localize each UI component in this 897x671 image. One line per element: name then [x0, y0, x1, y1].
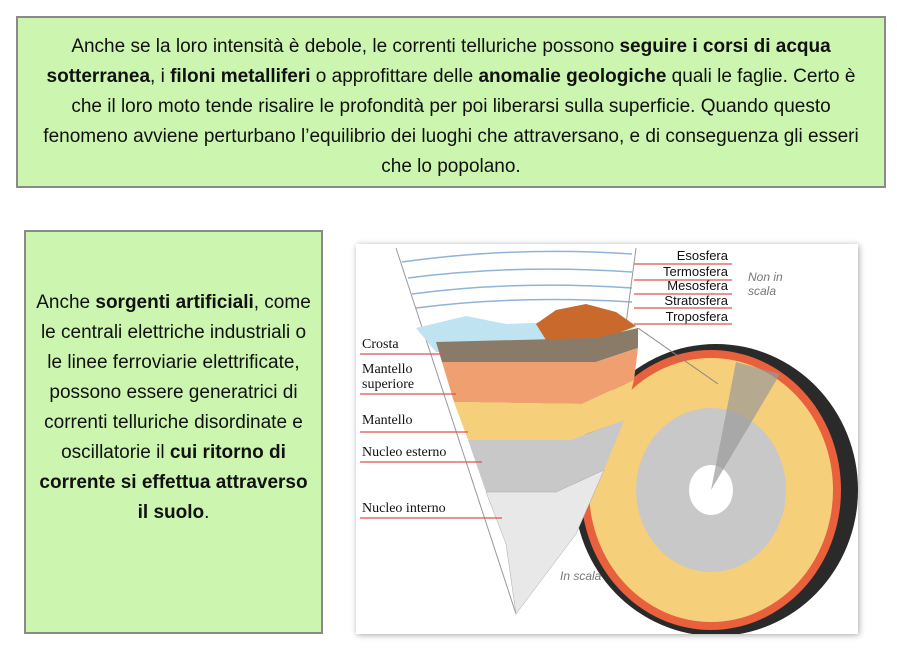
intro-text-1: Anche se la loro intensità è debole, le correnti telluriche possono: [71, 36, 620, 57]
side-text-1: Anche: [36, 292, 96, 313]
label-outer-core: Nucleo esterno: [362, 445, 447, 460]
intro-text-4: quali le faglie. Certo è che il loro moto tende risalire le profondità per poi liberarsi sulla superficie. Quando questo fenomeno avviene perturbano l’equilibrio dei luoghi che attraversano, e di conseguenza gli esseri che lo popolano.: [43, 66, 859, 177]
atmosphere-arcs: [402, 251, 632, 308]
stratosphere-arc: [416, 300, 632, 308]
label-mantle: Mantello: [362, 413, 413, 428]
label-upper-mantle-1: Mantello: [362, 362, 413, 377]
intro-text-2: , i: [150, 66, 171, 87]
mesosphere-arc: [412, 285, 632, 294]
intro-text-box: [16, 16, 886, 188]
intro-bold-2: filoni metalliferi: [170, 66, 311, 87]
side-bold-2: cui ritorno di corrente si effettua attraverso il suolo: [39, 442, 308, 523]
label-upper-mantle-2: superiore: [362, 377, 415, 392]
artificial-sources-box: [24, 230, 323, 634]
intro-bold-3: anomalie geologiche: [478, 66, 667, 87]
earth-structure-diagram: [356, 244, 858, 634]
label-inner-core: Nucleo interno: [362, 501, 446, 516]
label-not-to-scale-1: Non in: [748, 270, 783, 284]
intro-bold-1: seguire i corsi di acqua sotterranea: [46, 36, 831, 87]
label-crust: Crosta: [362, 337, 399, 352]
thermosphere-arc: [408, 269, 632, 278]
side-text-2: , come le centrali elettriche industriali o le linee ferroviarie elettrificate, possono essere generatrici di correnti telluriche disordinate e oscillatorie il: [40, 292, 311, 463]
side-bold-1: sorgenti artificiali: [95, 292, 254, 313]
label-mesosphere: Mesosfera: [667, 278, 728, 293]
label-exosphere: Esosfera: [676, 248, 728, 263]
label-troposphere: Troposfera: [665, 309, 728, 324]
intro-text-3: o approfittare delle: [310, 66, 479, 87]
exosphere-arc: [402, 251, 632, 262]
side-text-3: .: [204, 502, 210, 523]
earth-structure-figure: [356, 244, 858, 634]
label-thermosphere: Termosfera: [662, 264, 728, 279]
label-stratosphere: Stratosfera: [664, 293, 728, 308]
label-to-scale: In scala: [560, 569, 602, 583]
wedge-right-edge: [626, 248, 636, 324]
label-not-to-scale-2: scala: [748, 284, 777, 298]
